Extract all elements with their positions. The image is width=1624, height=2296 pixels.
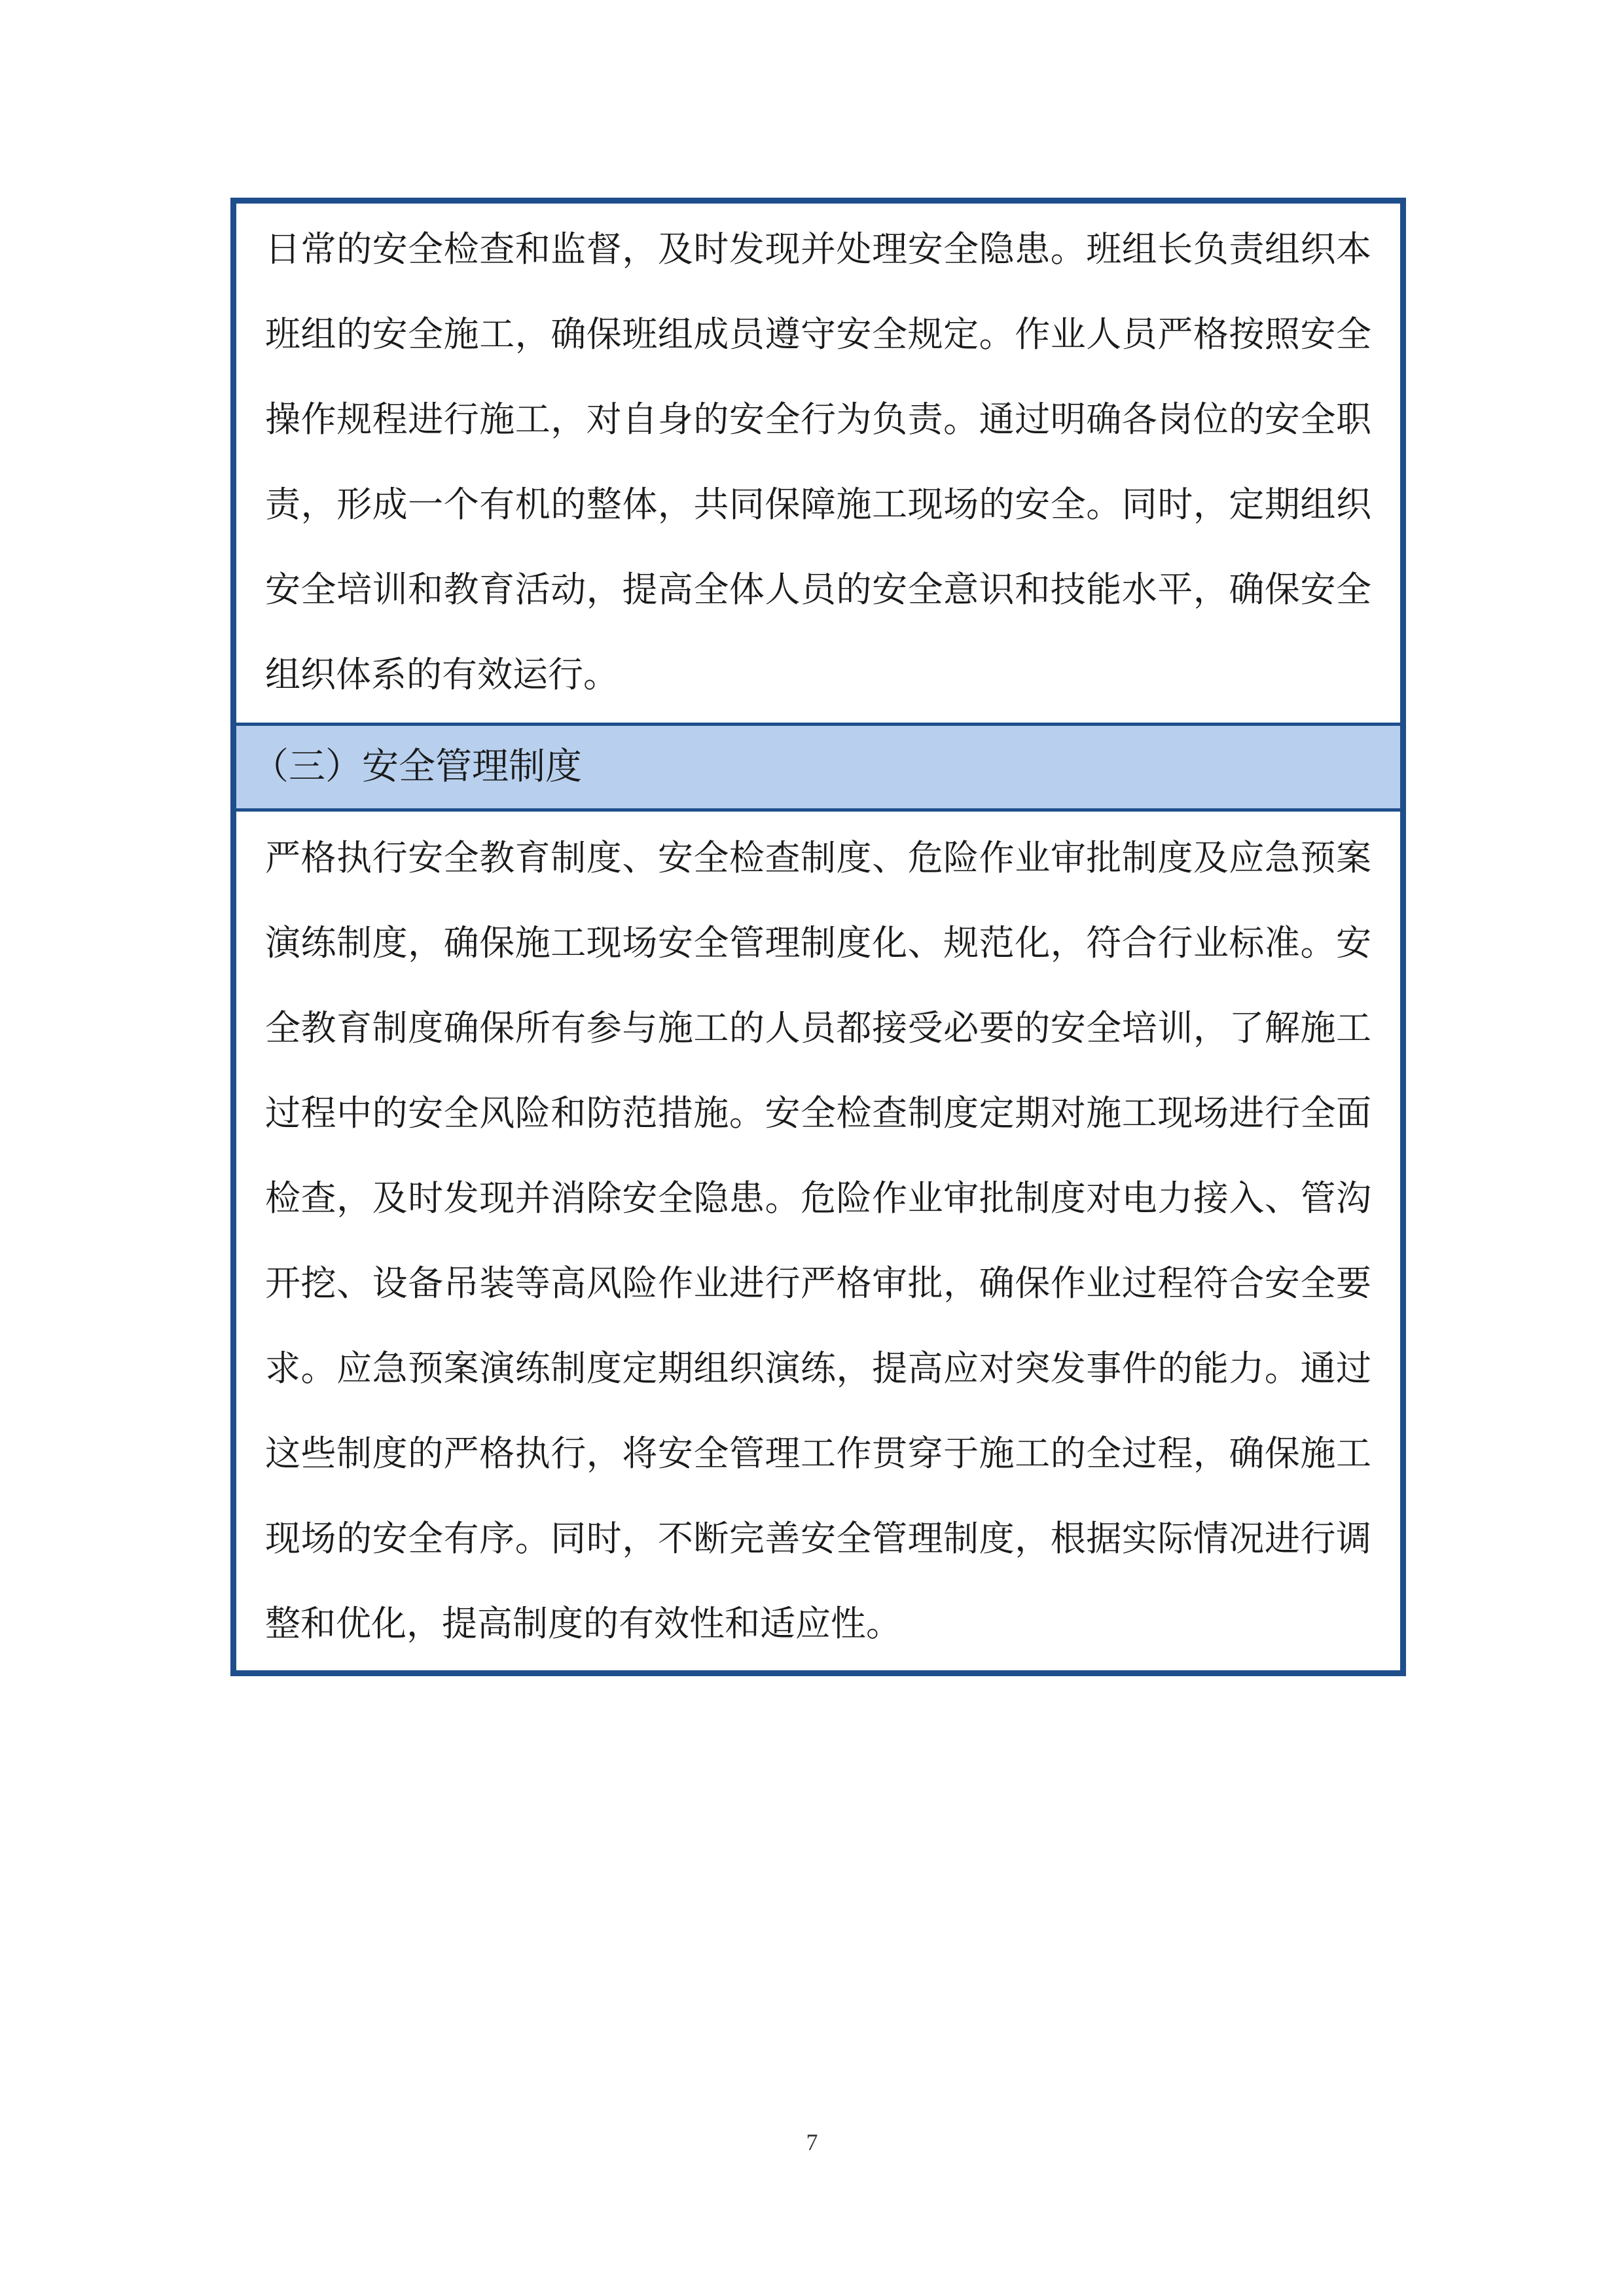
continuation-paragraph: 日常的安全检查和监督，及时发现并处理安全隐患。班组长负责组织本班组的安全施工，确保班组成员遵守安全规定。作业人员严格按照安全操作规程进行施工，对自身的安全行为负责。通过明确各岗位的安全职责，形成一个有机的整体，共同保障施工现场的安全。同时，定期组织安全培训和教育活动，提高全体人员的安全意识和技能水平，确保安全组织体系的有效运行。: [265, 228, 1371, 695]
content-table: [230, 198, 1406, 1676]
page-number: 7: [806, 2129, 818, 2155]
section-heading: （三）安全管理制度: [236, 723, 1400, 812]
section-paragraph: 严格执行安全教育制度、安全检查制度、危险作业审批制度及应急预案演练制度，确保施工现场安全管理制度化、规范化，符合行业标准。安全教育制度确保所有参与施工的人员都接受必要的安全培训，了解施工过程中的安全风险和防范措施。安全检查制度定期对施工现场进行全面检查，及时发现并消除安全隐患。危险作业审批制度对电力接入、管沟开挖、设备吊装等高风险作业进行严格审批，确保作业过程符合安全要求。应急预案演练制度定期组织演练，提高应对突发事件的能力。通过这些制度的严格执行，将安全管理工作贯穿于施工的全过程，确保施工现场的安全有序。同时，不断完善安全管理制度，根据实际情况进行调整和优化，提高制度的有效性和适应性。: [265, 837, 1371, 1644]
